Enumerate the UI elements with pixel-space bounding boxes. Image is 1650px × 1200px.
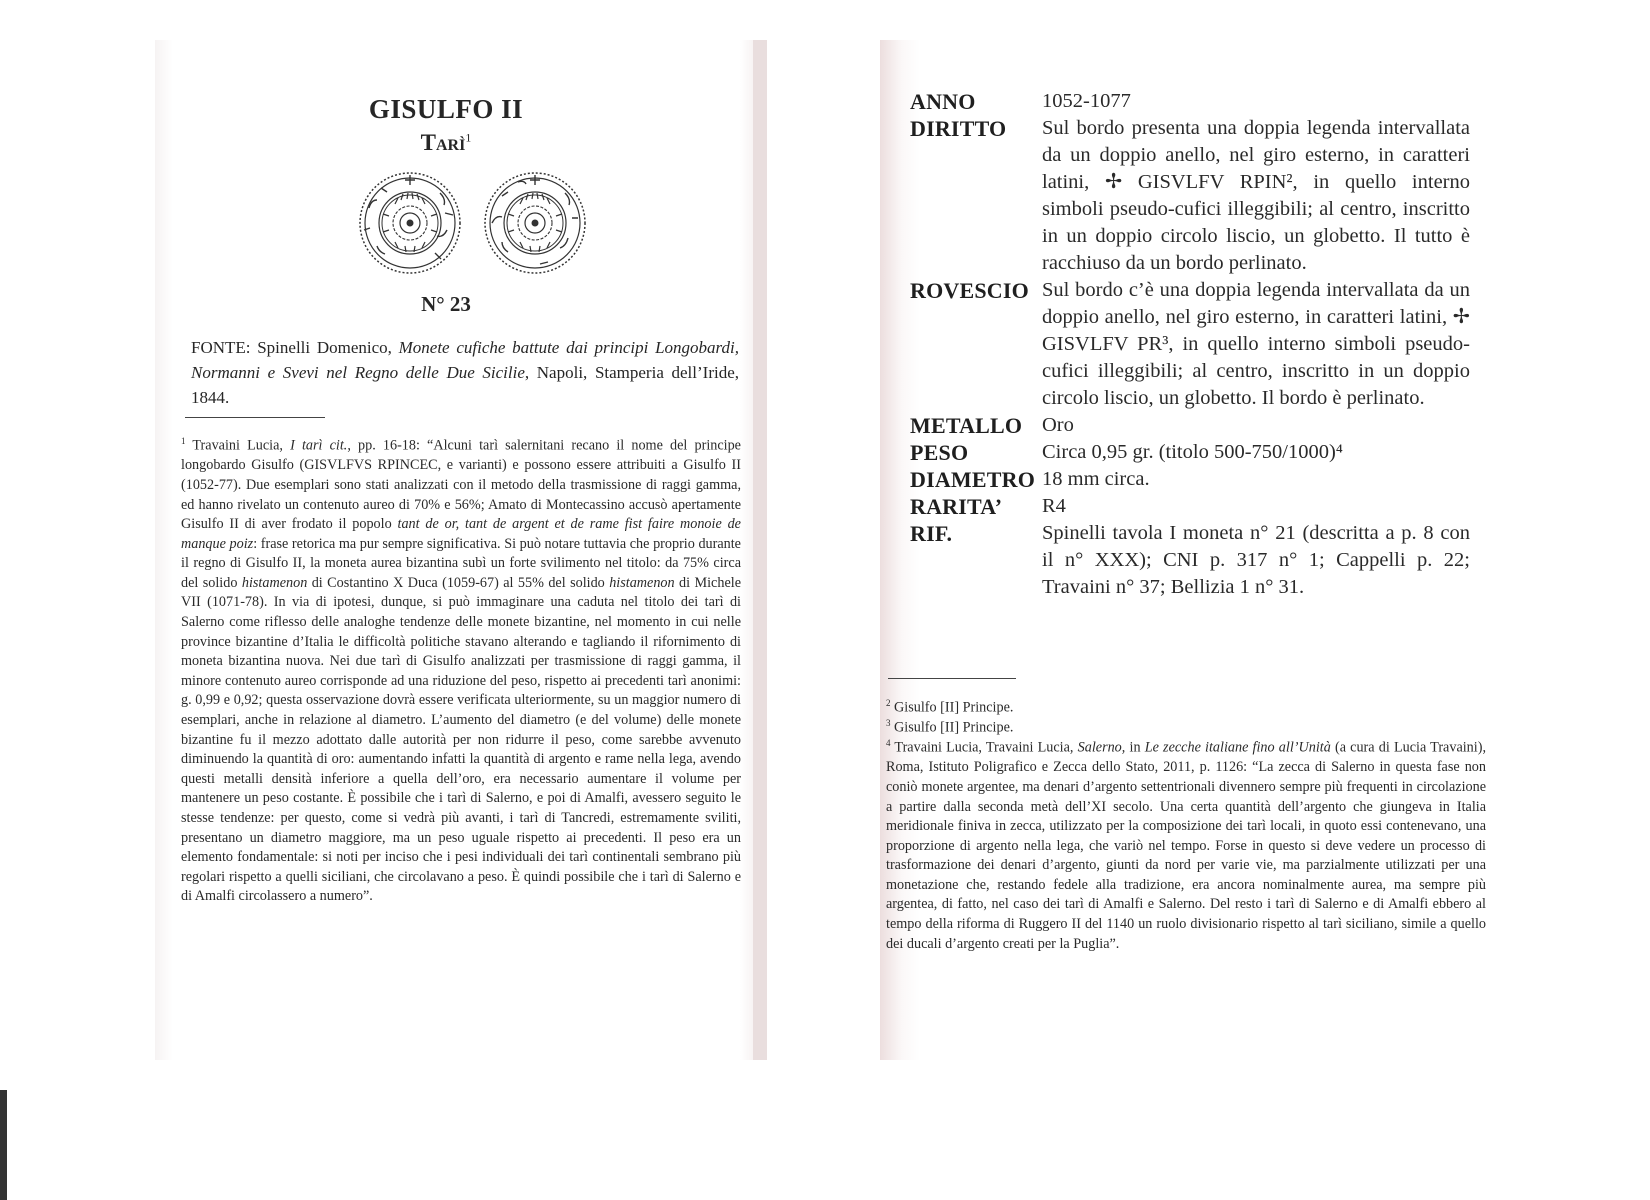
spec-row-diritto (910, 115, 1470, 277)
spec-value: Spinelli tavola I moneta n° 21 (descritta a p. 8 con il n° XXX); CNI p. 317 n° 1; Cappelli p. 22; Travaini n° 37; Bellizia 1 n° 31. (1042, 522, 1470, 598)
spec-label: DIRITTO (910, 116, 1007, 141)
source-prefix: FONTE: Spinelli Domenico, (191, 338, 399, 357)
spec-value: Circa 0,95 gr. (titolo 500-750/1000)⁴ (1042, 441, 1343, 463)
footnote-divider (185, 417, 325, 418)
footnote-text: Gisulfo [II] Principe. (890, 699, 1014, 716)
spec-label: METALLO (910, 413, 1023, 438)
spec-row-peso (910, 439, 1470, 466)
footnote-text: di Costantino X Duca (1059-67) al 55% del solido (307, 574, 610, 591)
footnote-text: Travaini Lucia, (185, 437, 291, 454)
source-citation (191, 335, 739, 410)
footnote-italic: histamenon (609, 574, 675, 591)
spec-value: R4 (1042, 495, 1066, 517)
footnote-italic: tant de or, tant de argent et de rame fist faire monoie de manque poiz (181, 516, 741, 552)
footnote-text: , in (1121, 739, 1145, 756)
source-suffix: , Napoli, Stamperia dell’Iride, 1844. (191, 363, 739, 407)
footnote-italic: Le zecche italiane fino all’Unità (1144, 739, 1331, 756)
footnote-italic: I tarì cit. (290, 437, 348, 454)
spec-label: ROVESCIO (910, 278, 1029, 303)
scan-edge-mark (0, 1090, 7, 1200)
footnote-ref-1: 1 (465, 130, 472, 145)
footnote-mark: 1 (181, 436, 186, 446)
footnote-italic: histamenon (241, 574, 308, 591)
spec-label: RARITA’ (910, 494, 1003, 519)
spec-row-diametro (910, 466, 1470, 493)
footnote-italic: Salerno (1077, 739, 1122, 756)
spec-row-anno (910, 88, 1470, 115)
spec-value: 1052-1077 (1042, 90, 1131, 112)
spec-label: RIF. (910, 521, 953, 546)
coin-number: N° 23 (421, 292, 471, 316)
spec-value: Sul bordo presenta una doppia legenda intervallata da un doppio anello, nel giro esterno, in caratteri latini, ✢ GISVLFV RPIN², in quello interno simboli pseudo-cufici illeggibili; al centro, inscritto in un doppio circolo liscio, un globetto. Il tutto è racchiuso da un bordo perlinato. (1042, 117, 1470, 274)
coin-reverse-drawing (485, 173, 585, 273)
spec-value: Oro (1042, 414, 1074, 436)
footnote-mark: 3 (886, 718, 891, 728)
spec-label: ANNO (910, 89, 976, 114)
page-subtitle (155, 130, 737, 156)
spec-row-rarita (910, 493, 1470, 520)
footnote-text: : frase retorica ma pur sempre significativa. Si può notare tuttavia che proprio durante il regno di Gisulfo II, la moneta aurea bizantina subì un forte svilimento nel titolo: da 75% circa del solido (181, 535, 741, 591)
right-page (880, 40, 1500, 1060)
spec-value: 18 mm circa. (1042, 468, 1150, 490)
left-page (155, 40, 767, 1060)
spec-row-rif (910, 520, 1470, 601)
page-title: GISULFO II (368, 94, 524, 124)
footnote-1 (181, 432, 741, 907)
footnote-text: Gisulfo [II] Principe. (890, 719, 1014, 736)
footnote-4 (886, 734, 1486, 954)
footnote-mark: 4 (886, 738, 891, 748)
spec-label: PESO (910, 440, 969, 465)
spec-label: DIAMETRO (910, 467, 1036, 492)
spec-value: Sul bordo c’è una doppia legenda intervallata da un doppio anello, nel giro esterno, in caratteri latini, ✢ GISVLFV PR³, in quello interno simboli pseudo-cufici illeggibili; al centro, inscritto in un doppio circolo liscio, un globetto. Il bordo è perlinato. (1042, 279, 1470, 409)
footnote-text: Travaini Lucia, Travaini Lucia, (890, 739, 1078, 756)
footnote-text: , pp. 16-18: “Alcuni tarì salernitani recano il nome del principe longobardo Gisulfo (GISVLFVS RPINCEC, e varianti) e possono essere attribuiti a Gisulfo II (1052-77). Due esemplari sono stati analizzati con il metodo della trasmissione di raggi gamma, ed hanno rivelato un contenuto aureo di 70% e 56%; Amato di Montecassino accusò apertamente Gisulfo II di aver frodato il popolo (181, 437, 741, 533)
coin-specification-table (910, 88, 1470, 601)
coin-illustrations (355, 168, 595, 278)
footnote-text: (a cura di Lucia Travaini), Roma, Istituto Poligrafico e Zecca dello Stato, 2011, p. 1126: “La zecca di Salerno in questa fase non coniò monete argentee, ma denari d’argento settentrionali divennero sempre più frequenti in circolazione a partire dalla seconda metà dell’XI secolo. Una certa quantità dell’argento che giungeva in Italia meridionale finiva in zecca, utilizzato per la composizione dei tarì locali, in quoto essi contenevano, una proporzione di argento nella lega, che variò nel tempo. Forse in questo si deve vedere un processo di trasformazione dei denari d’argento, giunti da nord per varie vie, ma parzialmente utilizzati per una monetazione che, restando fedele alla tradizione, era ancora nominalmente aurea, ma sempre più argentea, di fatto, nel caso dei tarì di Amalfi e Salerno. Del resto i tarì di Salerno e di Amalfi ebbero al tempo della riforma di Ruggero II del 1140 un ruolo divisionario rispetto al tarì siciliano, simile a quello dei ducali d’argento creati per la Puglia”. (886, 739, 1486, 952)
subtitle-text: Tarì (420, 130, 466, 155)
spec-row-metallo (910, 412, 1470, 439)
footnote-divider (888, 678, 1016, 679)
spec-row-rovescio (910, 277, 1470, 412)
footnote-text: di Michele VII (1071-78). In via di ipotesi, dunque, si può immaginare una caduta nel titolo dei tarì di Salerno come riflesso delle analoghe tendenze delle monete bizantine, nel momento in cui nelle province bizantine d’Italia le difficoltà politiche stavano alterando e tagliando il rifornimento di moneta bizantina nuova. Nei due tarì di Gisulfo analizzati per trasmissione di raggi gamma, il minore contenuto aureo corrisponde ad una riduzione del peso, rispetto ai precedenti tarì anonimi: g. 0,99 e 0,92; questa osservazione dovrà essere verificata ulteriormente, su un maggior numero di esemplari, anche in relazione al diametro. L’aumento del diametro (e del volume) delle monete bizantine fu il mezzo adottato dalle autorità per non ridurre il peso, come sarebbe avvenuto diminuendo la quantità di oro: aumentando infatti la quantità di argento e rame nella lega, avendo questi metalli densità inferiore a quella dell’oro, era necessario aumentare il volume per mantenere un peso costante. È possibile che i tarì di Salerno, e poi di Amalfi, avessero seguito le stesse tendenze: per questo, come si vedrà più avanti, i tarì di Tancredi, estremamente sviliti, presentano un diametro maggiore, ma un peso uguale rispetto ai precedenti. Il peso era un elemento fondamentale: si noti per inciso che i pesi individuali dei tarì continentali sembrano più regolari rispetto a quelli siciliani, che circolavano a peso. È quindi possibile che i tarì di Salerno e di Amalfi circolassero a numero”. (181, 574, 741, 905)
footnote-mark: 2 (886, 698, 891, 708)
coin-obverse-drawing (360, 173, 460, 273)
source-title: Monete cufiche battute dai principi Longobardi, Normanni e Svevi nel Regno delle Due Sicilie (191, 338, 739, 382)
